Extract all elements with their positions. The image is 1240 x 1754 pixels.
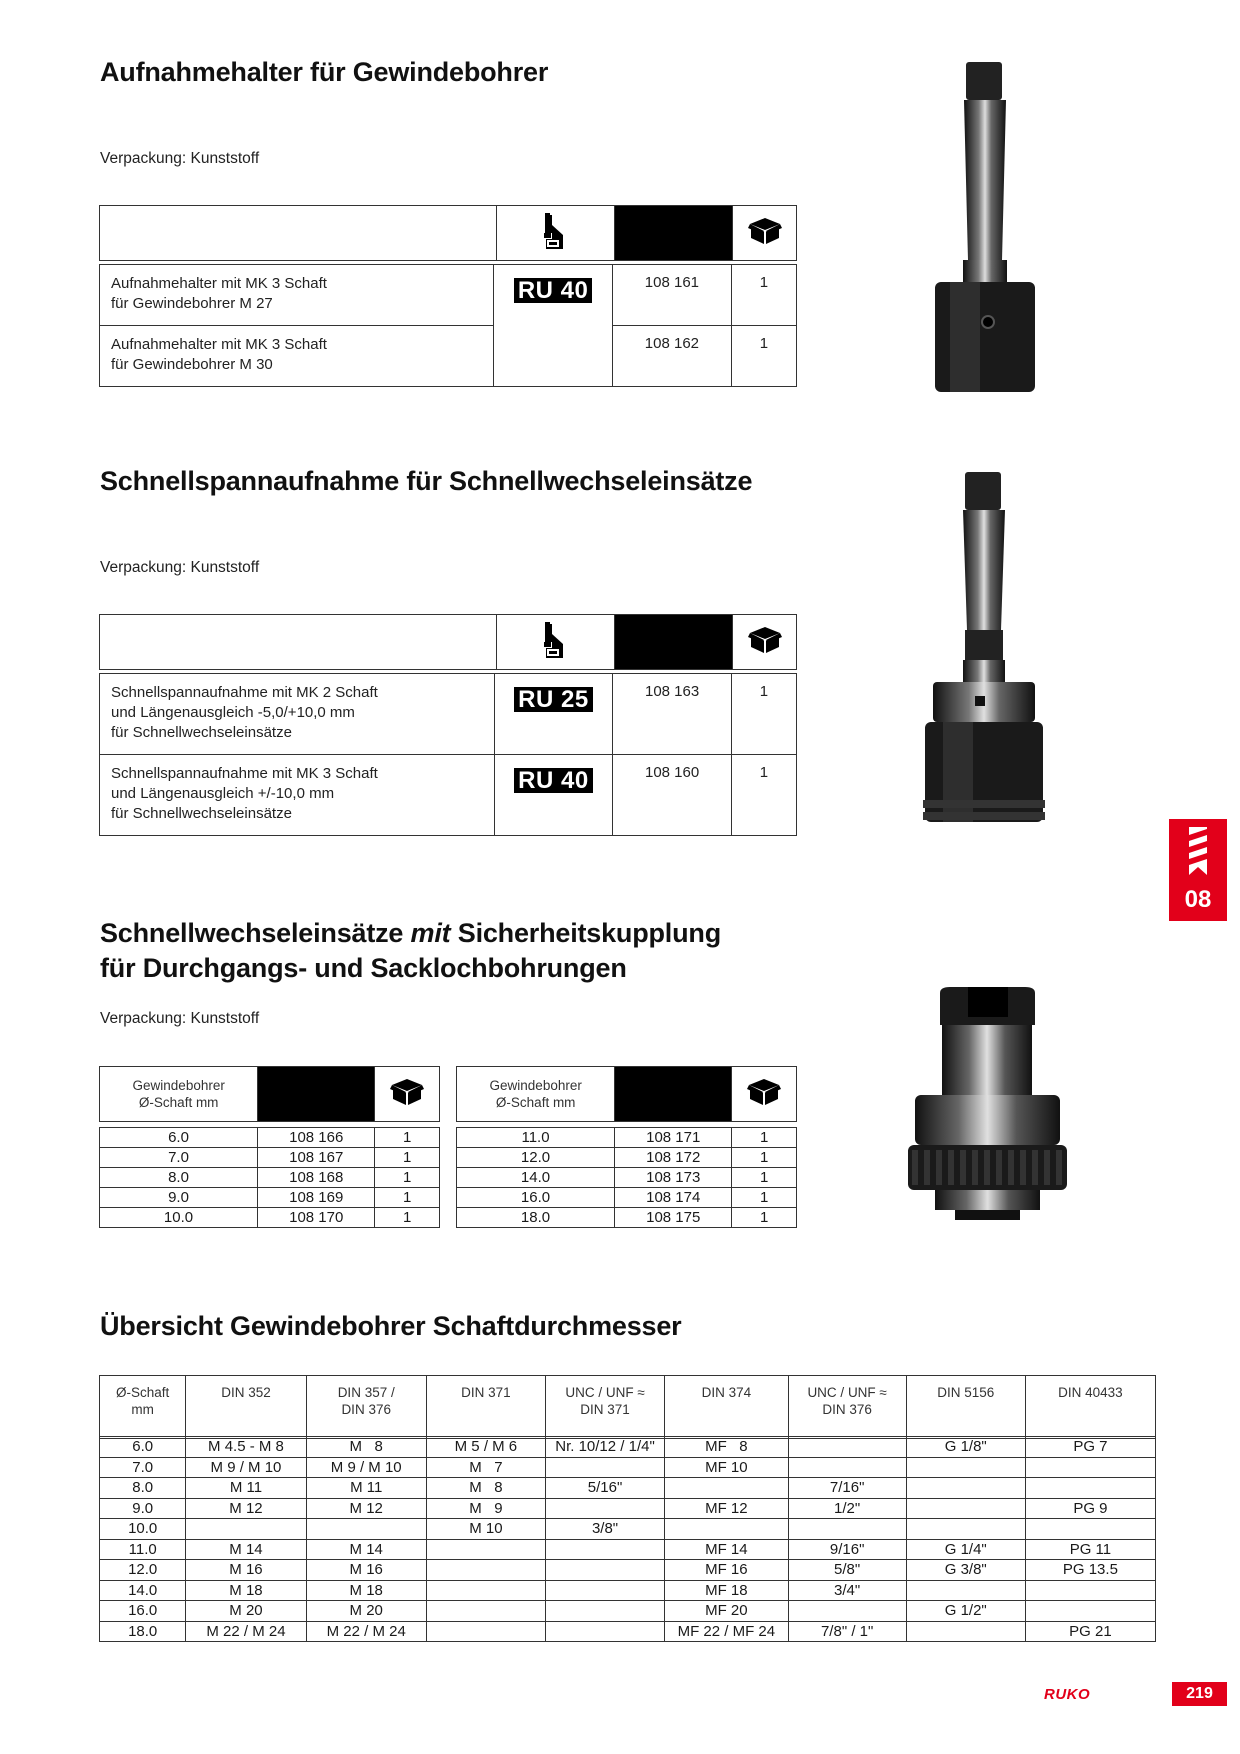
table-row <box>100 326 797 387</box>
table-cell <box>1025 1478 1155 1499</box>
quantity: 1 <box>731 326 796 387</box>
diameter-cell: 7.0 <box>100 1148 258 1168</box>
article-number: 108 171 <box>615 1128 732 1148</box>
diameter-cell: 12.0 <box>457 1148 615 1168</box>
article-number: 108 174 <box>615 1188 732 1208</box>
table-cell: 3/4" <box>788 1580 906 1601</box>
section2-header-table <box>99 614 797 670</box>
article-number: 108 167 <box>258 1148 375 1168</box>
quantity: 1 <box>732 1168 797 1188</box>
overview-header-table <box>99 1375 1156 1439</box>
section1-title: Aufnahmehalter für Gewindebohrer <box>100 57 549 87</box>
table-cell: 5/16" <box>545 1478 664 1499</box>
article-number: 108 162 <box>613 326 732 387</box>
table-row <box>100 1601 1156 1622</box>
package-box-icon <box>733 615 797 670</box>
table-cell: MF 10 <box>665 1457 789 1478</box>
drill-machine-icon <box>497 206 615 261</box>
column-header: UNC / UNF ≈ DIN 371 <box>545 1376 664 1439</box>
column-header: DIN 40433 <box>1025 1376 1155 1439</box>
article-number: 108 175 <box>615 1208 732 1228</box>
package-box-icon <box>732 1067 797 1122</box>
section2-product-table <box>99 673 797 836</box>
table-cell <box>665 1519 789 1540</box>
table-cell <box>906 1580 1025 1601</box>
diameter-cell: 10.0 <box>100 1208 258 1228</box>
ru-badge: RU 25 <box>514 687 593 712</box>
table-row <box>100 1519 1156 1540</box>
table-row <box>100 755 797 836</box>
col-header-diameter: Gewindebohrer Ø-Schaft mm <box>457 1067 615 1122</box>
table-cell: MF 20 <box>665 1601 789 1622</box>
packaging-label: Verpackung: Kunststoff <box>100 559 260 576</box>
table-cell: 14.0 <box>100 1580 186 1601</box>
table-row <box>100 1498 1156 1519</box>
table-cell <box>545 1498 664 1519</box>
chapter-number: 08 <box>1184 886 1212 913</box>
article-number: 108 163 <box>613 674 732 755</box>
table-cell <box>306 1519 426 1540</box>
table-row <box>100 1168 440 1188</box>
table-cell: M 7 <box>426 1457 545 1478</box>
diameter-cell: 14.0 <box>457 1168 615 1188</box>
section1-header-table <box>99 205 797 261</box>
quantity: 1 <box>732 1128 797 1148</box>
quantity: 1 <box>375 1168 440 1188</box>
table-cell: M 10 <box>426 1519 545 1540</box>
table-cell <box>1025 1601 1155 1622</box>
table-cell <box>426 1601 545 1622</box>
insert-table-left-body <box>99 1127 440 1228</box>
table-row <box>100 1148 440 1168</box>
diameter-cell: 18.0 <box>457 1208 615 1228</box>
page-number: 219 <box>1172 1682 1227 1706</box>
table-row <box>100 1560 1156 1581</box>
table-cell <box>906 1519 1025 1540</box>
table-cell: M 4.5 - M 8 <box>186 1437 306 1458</box>
table-cell: 3/8" <box>545 1519 664 1540</box>
table-cell <box>1025 1519 1155 1540</box>
brand-logo: RUKO <box>1044 1686 1091 1703</box>
quantity: 1 <box>731 674 796 755</box>
table-cell <box>788 1457 906 1478</box>
quantity: 1 <box>375 1188 440 1208</box>
table-cell: 10.0 <box>100 1519 186 1540</box>
quantity: 1 <box>732 1188 797 1208</box>
section2-title: Schnellspannaufnahme für Schnellwechseleinsätze <box>100 466 753 496</box>
table-cell: M 20 <box>306 1601 426 1622</box>
quantity: 1 <box>375 1148 440 1168</box>
table-cell: 16.0 <box>100 1601 186 1622</box>
table-cell: PG 7 <box>1025 1437 1155 1458</box>
table-cell: MF 12 <box>665 1498 789 1519</box>
table-cell: 9.0 <box>100 1498 186 1519</box>
table-row <box>100 265 797 326</box>
product-description: Schnellspannaufnahme mit MK 2 Schaft und Längenausgleich -5,0/+10,0 mm für Schnellwechseleinsätze <box>100 674 495 755</box>
table-cell: 7/16" <box>788 1478 906 1499</box>
table-cell: PG 9 <box>1025 1498 1155 1519</box>
table-row <box>457 1188 797 1208</box>
table-cell: 7.0 <box>100 1457 186 1478</box>
table-cell: PG 13.5 <box>1025 1560 1155 1581</box>
table-cell: MF 8 <box>665 1437 789 1458</box>
table-cell <box>788 1437 906 1458</box>
column-header: UNC / UNF ≈ DIN 376 <box>788 1376 906 1439</box>
table-cell: 11.0 <box>100 1539 186 1560</box>
column-header: DIN 5156 <box>906 1376 1025 1439</box>
table-cell: G 3/8" <box>906 1560 1025 1581</box>
table-cell: 5/8" <box>788 1560 906 1581</box>
diameter-cell: 8.0 <box>100 1168 258 1188</box>
packaging-label: Verpackung: Kunststoff <box>100 150 260 167</box>
packaging-label: Verpackung: Kunststoff <box>100 1010 260 1027</box>
table-cell: M 18 <box>306 1580 426 1601</box>
table-row <box>100 1188 440 1208</box>
article-number: 108 173 <box>615 1168 732 1188</box>
table-cell <box>545 1621 664 1642</box>
table-cell: M 12 <box>186 1498 306 1519</box>
table-cell <box>545 1580 664 1601</box>
product-description: Schnellspannaufnahme mit MK 3 Schaft und Längenausgleich +/-10,0 mm für Schnellwechseleinsätze <box>100 755 495 836</box>
table-cell: M 11 <box>306 1478 426 1499</box>
table-cell <box>545 1457 664 1478</box>
quantity: 1 <box>732 1208 797 1228</box>
table-cell: M 9 <box>426 1498 545 1519</box>
table-cell <box>788 1601 906 1622</box>
table-row <box>100 1478 1156 1499</box>
section4-title: Übersicht Gewindebohrer Schaftdurchmesser <box>100 1311 682 1341</box>
quantity: 1 <box>731 265 796 326</box>
section3-title: Schnellwechseleinsätze mit Sicherheitskupplung für Durchgangs- und Sacklochbohrungen <box>100 918 721 983</box>
table-cell <box>906 1621 1025 1642</box>
table-cell: M 8 <box>426 1478 545 1499</box>
diameter-cell: 16.0 <box>457 1188 615 1208</box>
quick-change-chuck-image <box>915 470 1055 840</box>
table-cell: M 16 <box>186 1560 306 1581</box>
product-description: Aufnahmehalter mit MK 3 Schaft für Gewindebohrer M 27 <box>100 265 494 326</box>
table-cell: M 14 <box>306 1539 426 1560</box>
table-cell <box>545 1601 664 1622</box>
column-header: DIN 357 / DIN 376 <box>306 1376 426 1439</box>
table-cell: 1/2" <box>788 1498 906 1519</box>
table-cell: M 14 <box>186 1539 306 1560</box>
quantity: 1 <box>375 1208 440 1228</box>
article-number: 108 166 <box>258 1128 375 1148</box>
table-cell <box>545 1560 664 1581</box>
quantity: 1 <box>731 755 796 836</box>
table-cell: G 1/8" <box>906 1437 1025 1458</box>
table-cell: 9/16" <box>788 1539 906 1560</box>
table-cell <box>426 1560 545 1581</box>
table-row <box>100 1580 1156 1601</box>
table-cell: M 8 <box>306 1437 426 1458</box>
table-row <box>457 1168 797 1188</box>
column-header: Ø-Schaft mm <box>100 1376 186 1439</box>
table-cell: MF 18 <box>665 1580 789 1601</box>
tap-holder-image <box>920 60 1050 395</box>
table-cell <box>186 1519 306 1540</box>
table-cell: 6.0 <box>100 1437 186 1458</box>
table-cell: Nr. 10/12 / 1/4" <box>545 1437 664 1458</box>
table-cell: G 1/4" <box>906 1539 1025 1560</box>
ru-badge: RU 40 <box>514 278 593 303</box>
table-row <box>100 1621 1156 1642</box>
table-cell: PG 21 <box>1025 1621 1155 1642</box>
table-cell <box>426 1580 545 1601</box>
diameter-cell: 9.0 <box>100 1188 258 1208</box>
table-cell: M 16 <box>306 1560 426 1581</box>
table-cell: MF 16 <box>665 1560 789 1581</box>
table-cell: G 1/2" <box>906 1601 1025 1622</box>
table-row <box>457 1148 797 1168</box>
column-header: DIN 371 <box>426 1376 545 1439</box>
table-cell <box>906 1498 1025 1519</box>
table-cell: 12.0 <box>100 1560 186 1581</box>
table-row <box>100 1457 1156 1478</box>
table-cell: M 11 <box>186 1478 306 1499</box>
article-number: 108 161 <box>613 265 732 326</box>
table-cell <box>426 1621 545 1642</box>
quantity: 1 <box>732 1148 797 1168</box>
package-box-icon <box>733 206 797 261</box>
table-cell <box>906 1478 1025 1499</box>
drill-bit-icon <box>1185 825 1211 877</box>
article-number: 108 172 <box>615 1148 732 1168</box>
table-cell <box>788 1519 906 1540</box>
table-cell <box>426 1539 545 1560</box>
table-row <box>457 1208 797 1228</box>
article-number: 108 170 <box>258 1208 375 1228</box>
table-row <box>100 1437 1156 1458</box>
diameter-cell: 6.0 <box>100 1128 258 1148</box>
table-cell: M 12 <box>306 1498 426 1519</box>
product-description: Aufnahmehalter mit MK 3 Schaft für Gewindebohrer M 30 <box>100 326 494 387</box>
section1-product-table <box>99 264 797 387</box>
quantity: 1 <box>375 1128 440 1148</box>
table-row <box>100 1208 440 1228</box>
table-cell <box>1025 1457 1155 1478</box>
overview-table <box>99 1436 1156 1642</box>
table-cell: M 20 <box>186 1601 306 1622</box>
table-row <box>457 1128 797 1148</box>
article-number: 108 160 <box>613 755 732 836</box>
table-cell: M 18 <box>186 1580 306 1601</box>
insert-table-left <box>99 1066 440 1122</box>
table-cell: PG 11 <box>1025 1539 1155 1560</box>
table-cell: MF 22 / MF 24 <box>665 1621 789 1642</box>
table-cell: MF 14 <box>665 1539 789 1560</box>
col-header-diameter: Gewindebohrer Ø-Schaft mm <box>100 1067 258 1122</box>
table-cell: M 5 / M 6 <box>426 1437 545 1458</box>
table-row <box>100 1539 1156 1560</box>
table-cell: M 22 / M 24 <box>306 1621 426 1642</box>
table-row <box>100 674 797 755</box>
table-cell: 18.0 <box>100 1621 186 1642</box>
table-cell: M 9 / M 10 <box>306 1457 426 1478</box>
table-cell: 8.0 <box>100 1478 186 1499</box>
ru-badge: RU 40 <box>514 768 593 793</box>
package-box-icon <box>375 1067 440 1122</box>
quick-change-insert-image <box>900 985 1075 1225</box>
table-row <box>100 1128 440 1148</box>
table-cell: M 9 / M 10 <box>186 1457 306 1478</box>
diameter-cell: 11.0 <box>457 1128 615 1148</box>
drill-machine-icon <box>497 615 615 670</box>
chapter-tab[interactable] <box>1169 819 1227 921</box>
table-cell: 7/8" / 1" <box>788 1621 906 1642</box>
insert-table-right-body <box>456 1127 797 1228</box>
column-header: DIN 352 <box>186 1376 306 1439</box>
column-header: DIN 374 <box>665 1376 789 1439</box>
table-cell <box>665 1478 789 1499</box>
table-cell <box>545 1539 664 1560</box>
table-cell: M 22 / M 24 <box>186 1621 306 1642</box>
insert-table-right <box>456 1066 797 1122</box>
article-number: 108 169 <box>258 1188 375 1208</box>
article-number: 108 168 <box>258 1168 375 1188</box>
table-cell <box>1025 1580 1155 1601</box>
table-cell <box>906 1457 1025 1478</box>
